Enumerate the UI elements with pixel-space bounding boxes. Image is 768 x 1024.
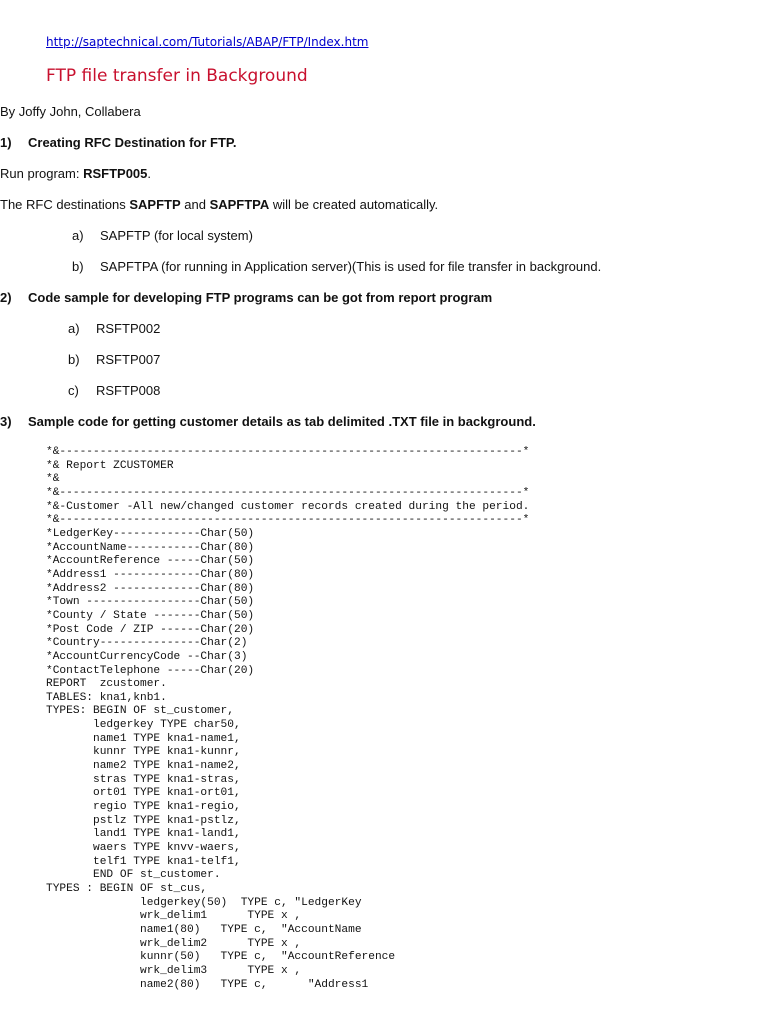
section-1-title: Creating RFC Destination for FTP.: [28, 135, 237, 150]
code-line: ledgerkey(50) TYPE c, "LedgerKey: [46, 896, 362, 909]
code-line: TYPES: BEGIN OF st_customer,: [46, 705, 234, 718]
list-item-text: SAPFTPA (for running in Application server)(This is used for file transfer in background.: [100, 259, 602, 274]
list-item-text: RSFTP007: [96, 352, 161, 367]
code-line: name2(80) TYPE c, "Address1: [46, 978, 369, 991]
code-line: TYPES : BEGIN OF st_cus,: [46, 883, 208, 895]
section-2-title: Code sample for developing FTP programs can be got from report program: [28, 290, 493, 305]
code-line: ort01 TYPE kna1-ort01,: [46, 787, 241, 800]
page-title: FTP file transfer in Background: [46, 66, 308, 86]
code-line: waers TYPE knvv-waers,: [46, 842, 241, 855]
list-marker: b): [68, 352, 80, 367]
section-3-title: Sample code for getting customer details as tab delimited .TXT file in background.: [28, 414, 536, 429]
source-url-link[interactable]: http://saptechnical.com/Tutorials/ABAP/FTP/Index.htm: [46, 35, 369, 49]
list-item: [72, 228, 253, 243]
list-marker: a): [68, 321, 80, 336]
section-3-heading: [0, 414, 536, 429]
code-line: TABLES: kna1,knb1.: [46, 691, 167, 704]
code-line: name1(80) TYPE c, "AccountName: [46, 923, 362, 936]
code-line: kunnr TYPE kna1-kunnr,: [46, 746, 241, 759]
code-line: *Address1 -------------Char(80): [46, 568, 255, 581]
code-line: *Country---------------Char(2): [46, 637, 248, 650]
run-program-line: [0, 166, 151, 181]
section-2-heading: [0, 290, 492, 305]
code-line: wrk_delim1 TYPE x ,: [46, 910, 302, 923]
code-line: *County / State -------Char(50): [46, 609, 255, 622]
rfc-destinations-line: [0, 197, 438, 212]
code-line: *AccountReference -----Char(50): [46, 555, 255, 568]
code-line: kunnr(50) TYPE c, "AccountReference: [46, 951, 396, 964]
code-line: *&: [46, 473, 60, 486]
code-line: *& Report ZCUSTOMER: [46, 459, 174, 472]
code-line: REPORT zcustomer.: [46, 678, 167, 691]
section-3-number: 3): [0, 414, 12, 429]
code-line: telf1 TYPE kna1-telf1,: [46, 855, 241, 868]
code-line: pstlz TYPE kna1-pstlz,: [46, 814, 241, 827]
code-line: *&---------------------------------------------------------------------*: [46, 446, 530, 458]
code-line: *Town -----------------Char(50): [46, 596, 255, 609]
rfc-dest-sapftp: SAPFTP: [129, 197, 181, 212]
list-item: [72, 259, 601, 274]
code-line: *Address2 -------------Char(80): [46, 582, 255, 595]
code-line: stras TYPE kna1-stras,: [46, 773, 241, 786]
code-line: *&---------------------------------------------------------------------*: [46, 514, 530, 527]
list-item-text: RSFTP002: [96, 321, 161, 336]
author-line: By Joffy John, Collabera: [0, 104, 141, 119]
list-marker: c): [68, 383, 79, 398]
rfc-suffix: will be created automatically.: [269, 197, 439, 212]
rfc-and: and: [180, 197, 210, 212]
code-line: ledgerkey TYPE char50,: [46, 719, 241, 732]
run-program-name: RSFTP005: [83, 166, 148, 181]
section-1-heading: [0, 135, 237, 150]
code-line: *ContactTelephone -----Char(20): [46, 664, 255, 677]
code-line: wrk_delim2 TYPE x ,: [46, 937, 302, 950]
code-line: regio TYPE kna1-regio,: [46, 801, 241, 814]
list-item-text: SAPFTP (for local system): [100, 228, 253, 243]
code-line: wrk_delim3 TYPE x ,: [46, 964, 302, 977]
run-program-suffix: .: [147, 166, 152, 181]
section-1-number: 1): [0, 135, 12, 150]
rfc-dest-sapftpa: SAPFTPA: [209, 197, 270, 212]
list-marker: a): [72, 228, 84, 243]
code-line: land1 TYPE kna1-land1,: [46, 828, 241, 841]
list-item: [68, 352, 160, 367]
run-program-prefix: Run program:: [0, 166, 84, 181]
code-line: *AccountName-----------Char(80): [46, 541, 255, 554]
list-item: [68, 321, 160, 336]
code-line: name1 TYPE kna1-name1,: [46, 732, 241, 745]
list-item-text: RSFTP008: [96, 383, 161, 398]
code-listing: [46, 446, 529, 992]
code-line: *Post Code / ZIP ------Char(20): [46, 623, 255, 636]
code-line: *&---------------------------------------------------------------------*: [46, 486, 530, 499]
code-line: END OF st_customer.: [46, 869, 221, 882]
list-item: [68, 383, 160, 398]
rfc-prefix: The RFC destinations: [0, 197, 130, 212]
code-line: *&-Customer -All new/changed customer records created during the period.: [46, 500, 530, 513]
list-marker: b): [72, 259, 84, 274]
section-2-number: 2): [0, 290, 12, 305]
code-line: *AccountCurrencyCode --Char(3): [46, 650, 248, 663]
code-line: name2 TYPE kna1-name2,: [46, 760, 241, 773]
code-line: *LedgerKey-------------Char(50): [46, 527, 255, 540]
